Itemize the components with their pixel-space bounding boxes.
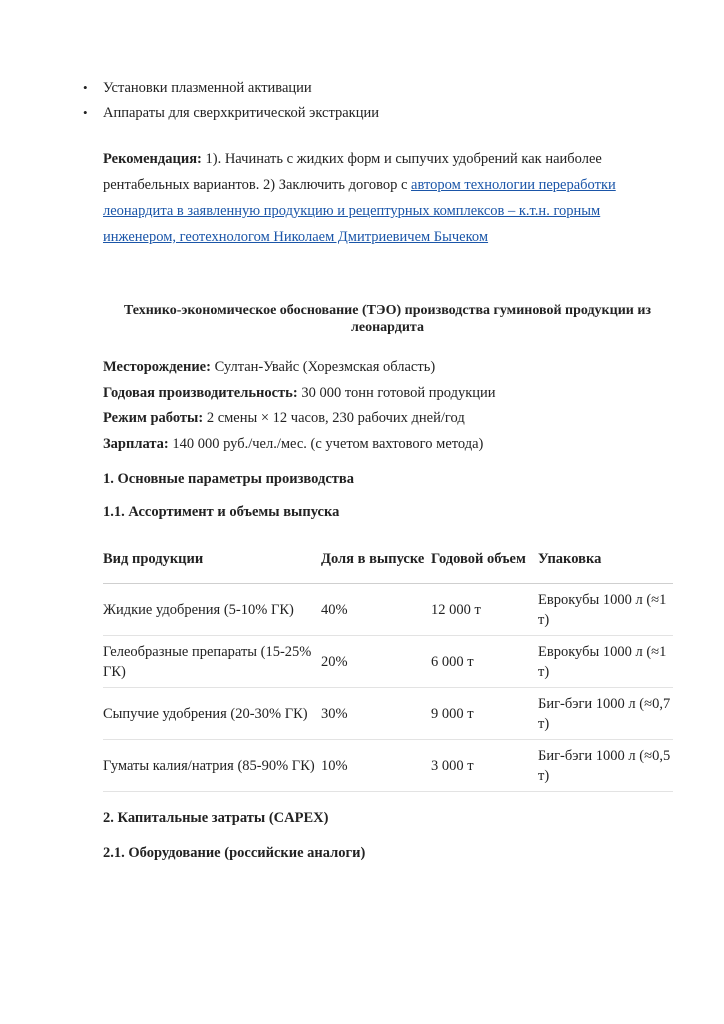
table-cell: Жидкие удобрения (5-10% ГК) [103,601,294,618]
work-mode-value: 2 смены × 12 часов, 230 рабочих дней/год [203,410,465,426]
column-header: Годовой объем [431,551,526,567]
salary-line [103,434,483,454]
table-cell: 40% [321,601,348,618]
subsection-heading: 2.1. Оборудование (российские аналоги) [103,845,366,861]
recommendation-paragraph [103,146,663,250]
list-item: • Аппараты для сверхкритической экстракции [83,103,379,128]
table-header-row [103,535,673,584]
table-cell: 9 000 т [431,705,474,722]
column-header: Упаковка [538,551,602,567]
table-cell: Гелеобразные препараты (15-25% ГК) [103,643,312,680]
table-cell: 3 000 т [431,757,474,774]
document-title: Технико-экономическое обоснование (ТЭО) производства гуминовой продукции из леонардита [123,303,652,335]
table-cell: Гуматы калия/натрия (85-90% ГК) [103,757,315,774]
subsection-heading: 1.1. Ассортимент и объемы выпуска [103,504,340,520]
salary-value: 140 000 руб./чел./мес. (с учетом вахтового метода) [168,436,484,452]
table-cell: Еврокубы 1000 л (≈1 т) [538,643,667,680]
work-mode-label: Режим работы: [103,410,204,426]
product-table [103,535,673,792]
capacity-value: 30 000 тонн готовой продукции [297,385,496,401]
column-header: Вид продукции [103,551,204,567]
table-cell: 30% [321,705,348,722]
table-cell: Биг-бэги 1000 л (≈0,5 т) [538,747,671,784]
table-cell: 10% [321,757,348,774]
work-mode-line [103,408,465,428]
table-cell: 6 000 т [431,653,474,670]
list-item: • Установки плазменной активации [83,78,379,103]
deposit-value: Султан-Увайс (Хорезмская область) [210,359,436,375]
deposit-line [103,357,435,377]
table-cell: Еврокубы 1000 л (≈1 т) [538,591,667,628]
table-cell: 12 000 т [431,601,481,618]
table-cell: Сыпучие удобрения (20-30% ГК) [103,705,308,722]
section-heading: 1. Основные параметры производства [103,471,354,487]
capacity-label: Годовая производительность: [103,385,298,401]
recommendation-text: 1). Начинать с жидких форм и сыпучих удобрений как наиболее рентабельных вариантов. 2) Заключить договор с [103,151,602,193]
column-header: Доля в выпуске [321,551,425,567]
technology-author-link[interactable]: автором технологии переработки леонардита в заявленную продукцию и рецептурных комплексов – к.т.н. горным инженером, геотехнологом Николаем Дмитриевичем Бычеком [103,177,616,245]
deposit-label: Месторождение: [103,359,211,375]
equipment-bullet-list [83,78,379,128]
table-row [103,636,673,688]
table-row [103,688,673,740]
table-row [103,740,673,792]
recommendation-label: Рекомендация: [103,151,202,167]
capacity-line [103,383,496,403]
table-cell: 20% [321,653,348,670]
salary-label: Зарплата: [103,436,169,452]
table-row [103,584,673,636]
table-cell: Биг-бэги 1000 л (≈0,7 т) [538,695,671,732]
section-heading: 2. Капитальные затраты (CAPEX) [103,810,329,826]
